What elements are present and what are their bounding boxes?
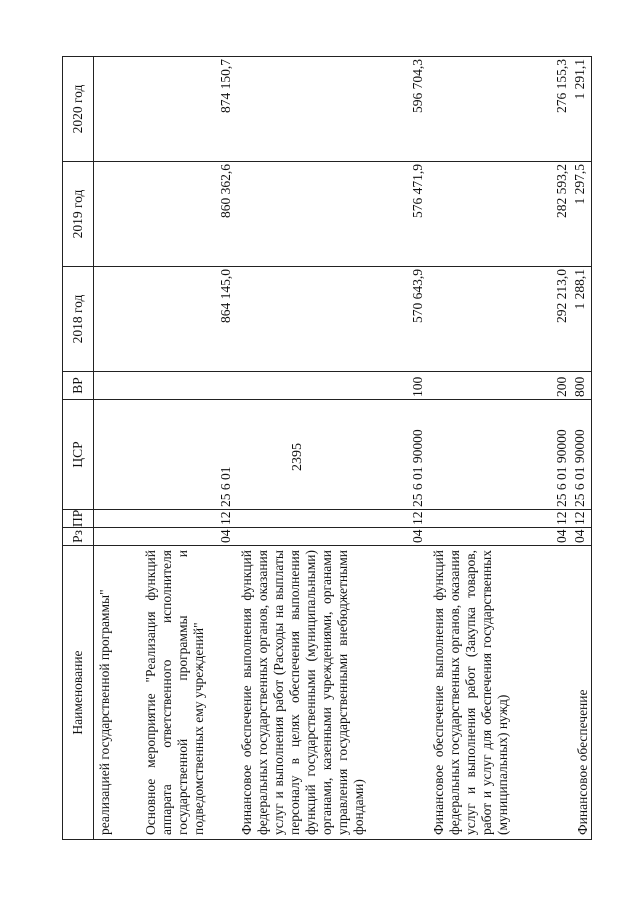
row-rz: 04 (428, 528, 572, 546)
row-pr: 12 (428, 510, 572, 528)
row-name: Основное мероприятие "Реализация функций аппарата ответственного исполнителя государственной программы и подведомственных ему учреждений" (140, 546, 236, 840)
row-2018: 1 288,1 (572, 267, 592, 372)
page-number: 2395 (290, 443, 305, 471)
row-2020: 874 150,7 (140, 57, 236, 162)
table-row (428, 57, 572, 840)
row-pr (94, 510, 140, 528)
row-2019: 282 593,2 (428, 162, 572, 267)
row-2018: 864 145,0 (140, 267, 236, 372)
table-row (236, 57, 428, 840)
row-rz: 04 (572, 528, 592, 546)
table-row (572, 57, 592, 840)
table-row (140, 57, 236, 840)
row-csr: 25 6 01 (140, 400, 236, 510)
table-row (94, 57, 140, 840)
row-vr (140, 372, 236, 400)
row-2020: 596 704,3 (236, 57, 428, 162)
row-csr: 25 6 01 90000 (572, 400, 592, 510)
table-header-row (63, 57, 94, 840)
row-2020 (94, 57, 140, 162)
row-2019 (94, 162, 140, 267)
header-2019: 2019 год (63, 162, 94, 267)
row-vr (94, 372, 140, 400)
header-pr: ПР (63, 510, 94, 528)
row-2019: 860 362,6 (140, 162, 236, 267)
header-2020: 2020 год (63, 57, 94, 162)
row-name: Финансовое обеспечение выполнения функций федеральных государственных органов, оказания услуг и выполнения работ (Расходы на выплаты персоналу в целях обеспечения выполнения функций государственными (муниципальными) органами, казенными учреждениями, органами управления государственными внебюджетными фондами) (236, 546, 428, 840)
row-pr: 12 (236, 510, 428, 528)
row-rz (94, 528, 140, 546)
row-csr (94, 400, 140, 510)
row-2020: 276 155,3 (428, 57, 572, 162)
row-vr: 200 (428, 372, 572, 400)
row-2020: 1 291,1 (572, 57, 592, 162)
header-vr: ВР (63, 372, 94, 400)
header-csr: ЦСР (63, 400, 94, 510)
row-vr: 100 (236, 372, 428, 400)
row-2018: 292 213,0 (428, 267, 572, 372)
row-name: реализацией государственной программы" (94, 546, 140, 840)
header-name: Наименование (63, 546, 94, 840)
row-2019: 1 297,5 (572, 162, 592, 267)
row-2019: 576 471,9 (236, 162, 428, 267)
row-2018: 570 643,9 (236, 267, 428, 372)
budget-table (62, 56, 592, 840)
row-rz: 04 (140, 528, 236, 546)
row-2018 (94, 267, 140, 372)
row-rz: 04 (236, 528, 428, 546)
row-pr: 12 (572, 510, 592, 528)
row-pr: 12 (140, 510, 236, 528)
row-vr: 800 (572, 372, 592, 400)
row-name: Финансовое обеспечение выполнения функций федеральных государственных органов, оказания услуг и выполнения работ (Закупка товаров, работ и услуг для обеспечения государственных (муниципальных) нужд) (428, 546, 572, 840)
row-csr: 25 6 01 90000 (428, 400, 572, 510)
row-name: Финансовое обеспечение (572, 546, 592, 840)
header-rz: Рз (63, 528, 94, 546)
row-csr: 25 6 01 90000 (236, 400, 428, 510)
header-2018: 2018 год (63, 267, 94, 372)
